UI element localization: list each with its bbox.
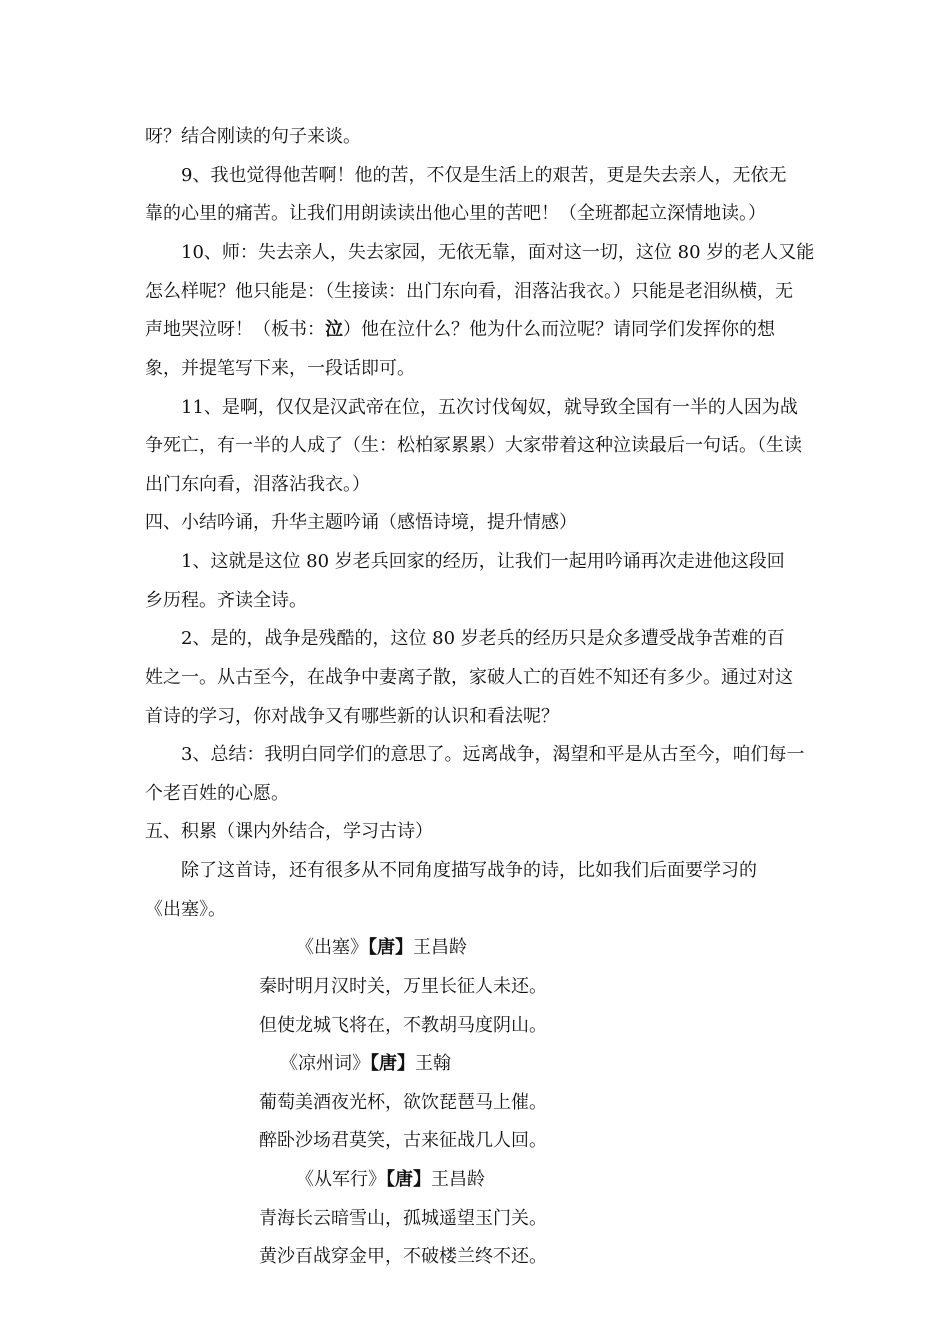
paragraph-line: 3、总结：我明白同学们的意思了。远离战争，渴望和平是从古至今，咱们每一 — [181, 744, 805, 765]
poem-line: 葡萄美酒夜光杯，欲饮琵琶马上催。 — [259, 1092, 547, 1113]
poem-author: 王昌龄 — [413, 937, 467, 958]
paragraph-line: 首诗的学习，你对战争又有哪些新的认识和看法呢？ — [145, 706, 559, 727]
text-segment: ）他在泣什么？他为什么而泣呢？请同学们发挥你的想 — [343, 319, 775, 340]
paragraph-line: 靠的心里的痛苦。让我们用朗读读出他心里的苦吧！（全班都起立深情地读。） — [145, 203, 766, 224]
paragraph-line: 10、师：失去亲人，失去家园，无依无靠，面对这一切，这位 80 岁的老人又能 — [181, 242, 815, 263]
paragraph-line: 呀？结合刚读的句子来谈。 — [145, 126, 361, 147]
paragraph-line: 象，并提笔写下来，一段话即可。 — [145, 358, 415, 379]
paragraph-line: 出门东向看，泪落沾我衣。） — [145, 474, 370, 495]
paragraph-line: 乡历程。齐读全诗。 — [145, 590, 307, 611]
poem-title — [280, 1053, 451, 1075]
poem-name: 《凉州词》 — [280, 1053, 370, 1074]
paragraph-line: 怎么样呢？他只能是：（生接读：出门东向看，泪落沾我衣。）只能是老泪纵横，无 — [145, 281, 793, 302]
poem-author: 王翰 — [415, 1053, 451, 1074]
paragraph-line — [145, 319, 775, 341]
poem-name: 《从军行》 — [296, 1169, 386, 1190]
paragraph-line: 个老百姓的心愿。 — [145, 783, 289, 804]
paragraph-line: 2、是的，战争是残酷的，这位 80 岁老兵的经历只是众多遭受战争苦难的百 — [181, 628, 785, 649]
poem-title — [296, 937, 467, 959]
paragraph-line: 9、我也觉得他苦啊！他的苦，不仅是生活上的艰苦，更是失去亲人，无依无 — [181, 165, 787, 186]
poem-name: 《出塞》 — [296, 937, 368, 958]
paragraph-line: 除了这首诗，还有很多从不同角度描写战争的诗，比如我们后面要学习的 — [181, 860, 757, 881]
section-heading: 四、小结吟诵，升华主题吟诵（感悟诗境，提升情感） — [145, 512, 577, 533]
poem-line: 醉卧沙场君莫笑，古来征战几人回。 — [259, 1130, 547, 1151]
paragraph-line: 争死亡，有一半的人成了（生：松柏冢累累）大家带着这种泣读最后一句话。（生读 — [145, 435, 802, 456]
poem-line: 但使龙城飞将在，不教胡马度阴山。 — [259, 1015, 547, 1036]
paragraph-line: 11、是啊，仅仅是汉武帝在位，五次讨伐匈奴，就导致全国有一半的人因为战 — [181, 397, 798, 418]
poem-line: 秦时明月汉时关，万里长征人未还。 — [259, 976, 547, 997]
poem-author: 王昌龄 — [431, 1169, 485, 1190]
poem-line: 黄沙百战穿金甲，不破楼兰终不还。 — [259, 1246, 547, 1267]
text-segment: 声地哭泣呀！（板书： — [145, 319, 325, 340]
section-heading: 五、积累（课内外结合，学习古诗） — [145, 821, 433, 842]
poem-dynasty: 【唐】 — [370, 1053, 415, 1074]
paragraph-line: 姓之一。从古至今，在战争中妻离子散，家破人亡的百姓不知还有多少。通过对这 — [145, 667, 793, 688]
poem-dynasty: 【唐】 — [386, 1169, 431, 1190]
poem-dynasty: 【唐】 — [368, 937, 413, 958]
poem-title — [296, 1169, 485, 1191]
poem-line: 青海长云暗雪山，孤城遥望玉门关。 — [259, 1208, 547, 1229]
paragraph-line: 《出塞》。 — [145, 899, 226, 920]
blackboard-word: 泣 — [325, 319, 343, 340]
paragraph-line: 1、这就是这位 80 岁老兵回家的经历，让我们一起用吟诵再次走进他这段回 — [181, 551, 785, 572]
